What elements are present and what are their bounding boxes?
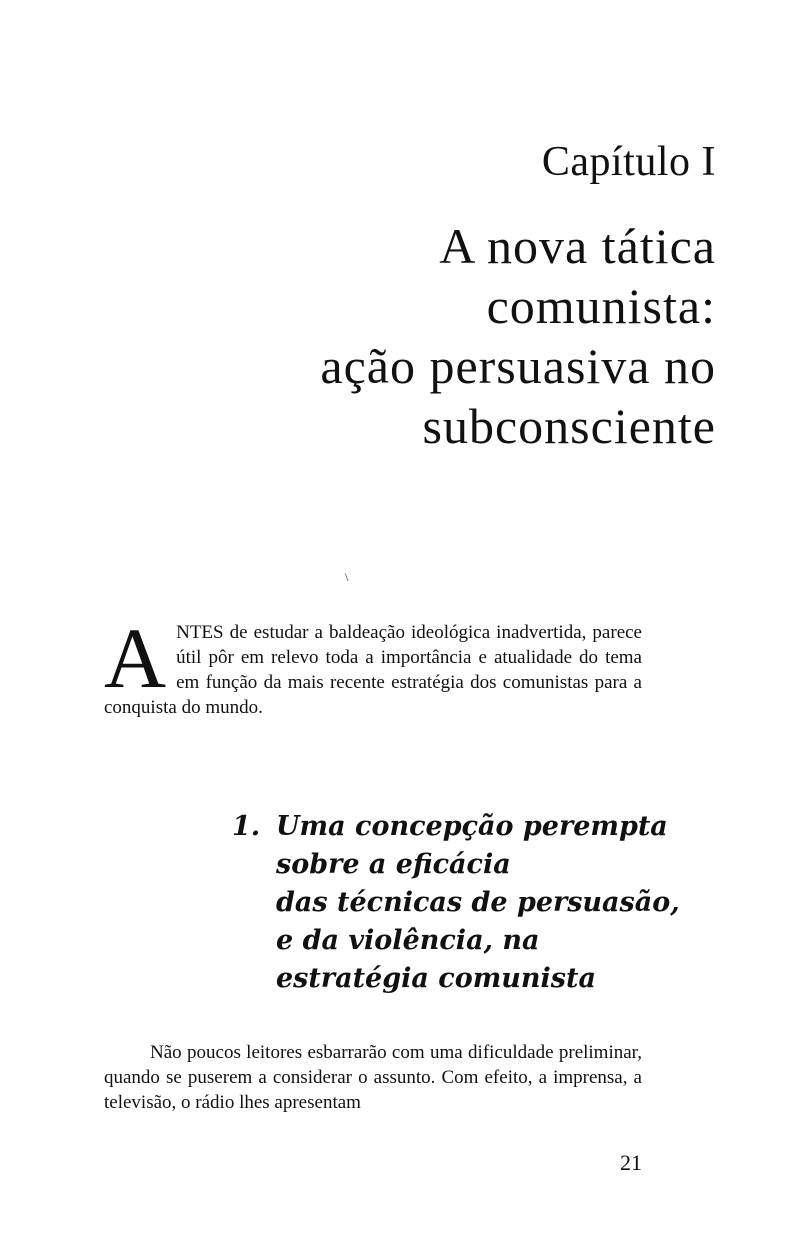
intro-text: NTES de estudar a baldeação ideológica inadvertida, parece útil pôr em relevo toda a importância e atualidade do tema em função da mais recente estratégia dos comunistas para a conquista do mundo.: [104, 622, 642, 718]
chapter-title-line: A nova tática: [439, 218, 716, 274]
chapter-label: Capítulo I: [541, 139, 716, 185]
stray-mark: \: [345, 570, 349, 584]
chapter-title-line: ação persuasiva no: [320, 338, 716, 394]
page-number: 21: [620, 1150, 642, 1175]
section-heading-line: sobre a eficácia: [276, 849, 511, 880]
section-heading-line: das técnicas de persuasão,: [276, 887, 680, 918]
drop-cap: A: [104, 610, 167, 706]
section-heading: [232, 808, 732, 998]
intro-paragraph: [104, 610, 642, 720]
chapter-title-line: subconsciente: [422, 398, 716, 454]
section-heading-line: Uma concepção perempta: [276, 811, 668, 842]
section-heading-line: e da violência, na: [276, 925, 540, 956]
section-number: 1.: [232, 811, 261, 842]
body-paragraph: Não poucos leitores esbarrarão com uma dificuldade preliminar, quando se puserem a considerar o assunto. Com efeito, a imprensa, a televisão, o rádio lhes apresentam: [104, 1042, 642, 1113]
chapter-title-line: comunista:: [486, 278, 716, 334]
section-heading-line: estratégia comunista: [276, 963, 596, 994]
chapter-title: [156, 216, 716, 456]
